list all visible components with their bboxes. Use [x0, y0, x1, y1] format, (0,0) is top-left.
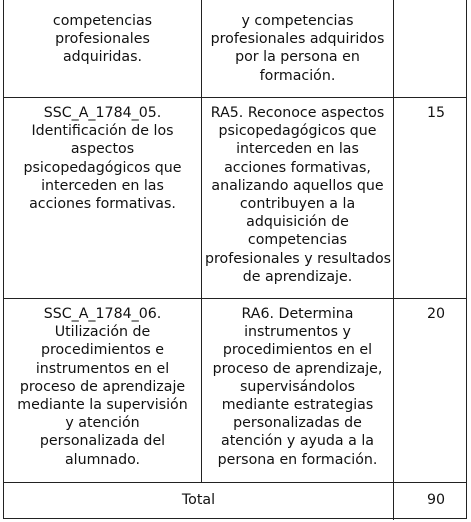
cell-text: psicopedagógicos que	[23, 159, 182, 176]
cell-text: interceden en las	[41, 177, 164, 194]
hours-cell	[394, 0, 466, 97]
total-row	[4, 483, 466, 520]
cell-text: Identificación de los	[31, 123, 174, 140]
total-value: 90	[426, 492, 446, 508]
table-row	[4, 98, 466, 299]
cell-text: y atención	[65, 415, 140, 432]
cell-text: profesionales y resultados	[205, 250, 392, 267]
competence-cell	[4, 98, 202, 298]
cell-text: profesionales	[55, 31, 150, 48]
learning-outcome-cell	[202, 0, 394, 97]
cell-text: competencias	[247, 232, 348, 249]
cell-text: SSC_A_1784_05.	[43, 105, 162, 121]
cell-text: proceso de aprendizaje,	[212, 360, 383, 377]
cell-text: adquisición de	[246, 214, 349, 231]
cell-text: personalizadas de	[233, 415, 362, 432]
cell-text: personalizada del	[39, 433, 166, 450]
hours-cell	[394, 299, 466, 482]
cell-text: contribuyen a la	[239, 196, 356, 213]
cell-text: supervisándolos	[239, 378, 356, 395]
cell-text: procedimientos e	[40, 342, 165, 359]
competence-cell	[4, 0, 202, 97]
cell-text: acciones formativas.	[29, 196, 176, 213]
cell-text: mediante la supervisión	[17, 397, 188, 414]
cell-text: y competencias	[241, 13, 354, 29]
cell-text: RA6. Determina	[241, 306, 354, 322]
hours-value: 15	[426, 105, 446, 121]
cell-text: mediante estrategias	[221, 397, 374, 414]
cell-text: proceso de aprendizaje	[19, 378, 186, 395]
learning-outcomes-table	[3, 0, 467, 519]
cell-text: competencias	[52, 13, 153, 29]
hours-value: 20	[426, 306, 446, 322]
total-value-cell	[394, 483, 466, 520]
cell-text: Utilización de	[54, 324, 151, 341]
cell-text: SSC_A_1784_06.	[43, 306, 162, 322]
cell-text: formación.	[259, 67, 336, 84]
table-row	[4, 0, 466, 98]
learning-outcome-cell	[202, 98, 394, 298]
cell-text: psicopedagógicos que	[218, 123, 377, 140]
cell-text: instrumentos y	[244, 324, 351, 341]
competence-cell	[4, 299, 202, 482]
cell-text: interceden en las	[236, 141, 359, 158]
cell-text: profesionales adquiridos	[210, 31, 385, 48]
cell-text: alumnado.	[64, 451, 141, 468]
cell-text: acciones formativas,	[224, 159, 371, 176]
total-label-cell	[4, 483, 394, 520]
cell-text: de aprendizaje.	[242, 268, 353, 285]
cell-text: adquiridas.	[62, 49, 142, 66]
cell-text: RA5. Reconoce aspectos	[210, 105, 385, 121]
hours-cell	[394, 98, 466, 298]
cell-text: analizando aquellos que	[211, 177, 384, 194]
cell-text: aspectos	[70, 141, 135, 158]
table-row	[4, 299, 466, 483]
cell-text: atención y ayuda a la	[221, 433, 374, 450]
cell-text: procedimientos en el	[222, 342, 373, 359]
learning-outcome-cell	[202, 299, 394, 482]
total-label: Total	[181, 492, 216, 508]
cell-text: persona en formación.	[217, 451, 378, 468]
cell-text: por la persona en	[235, 49, 360, 66]
cell-text: instrumentos en el	[35, 360, 170, 377]
